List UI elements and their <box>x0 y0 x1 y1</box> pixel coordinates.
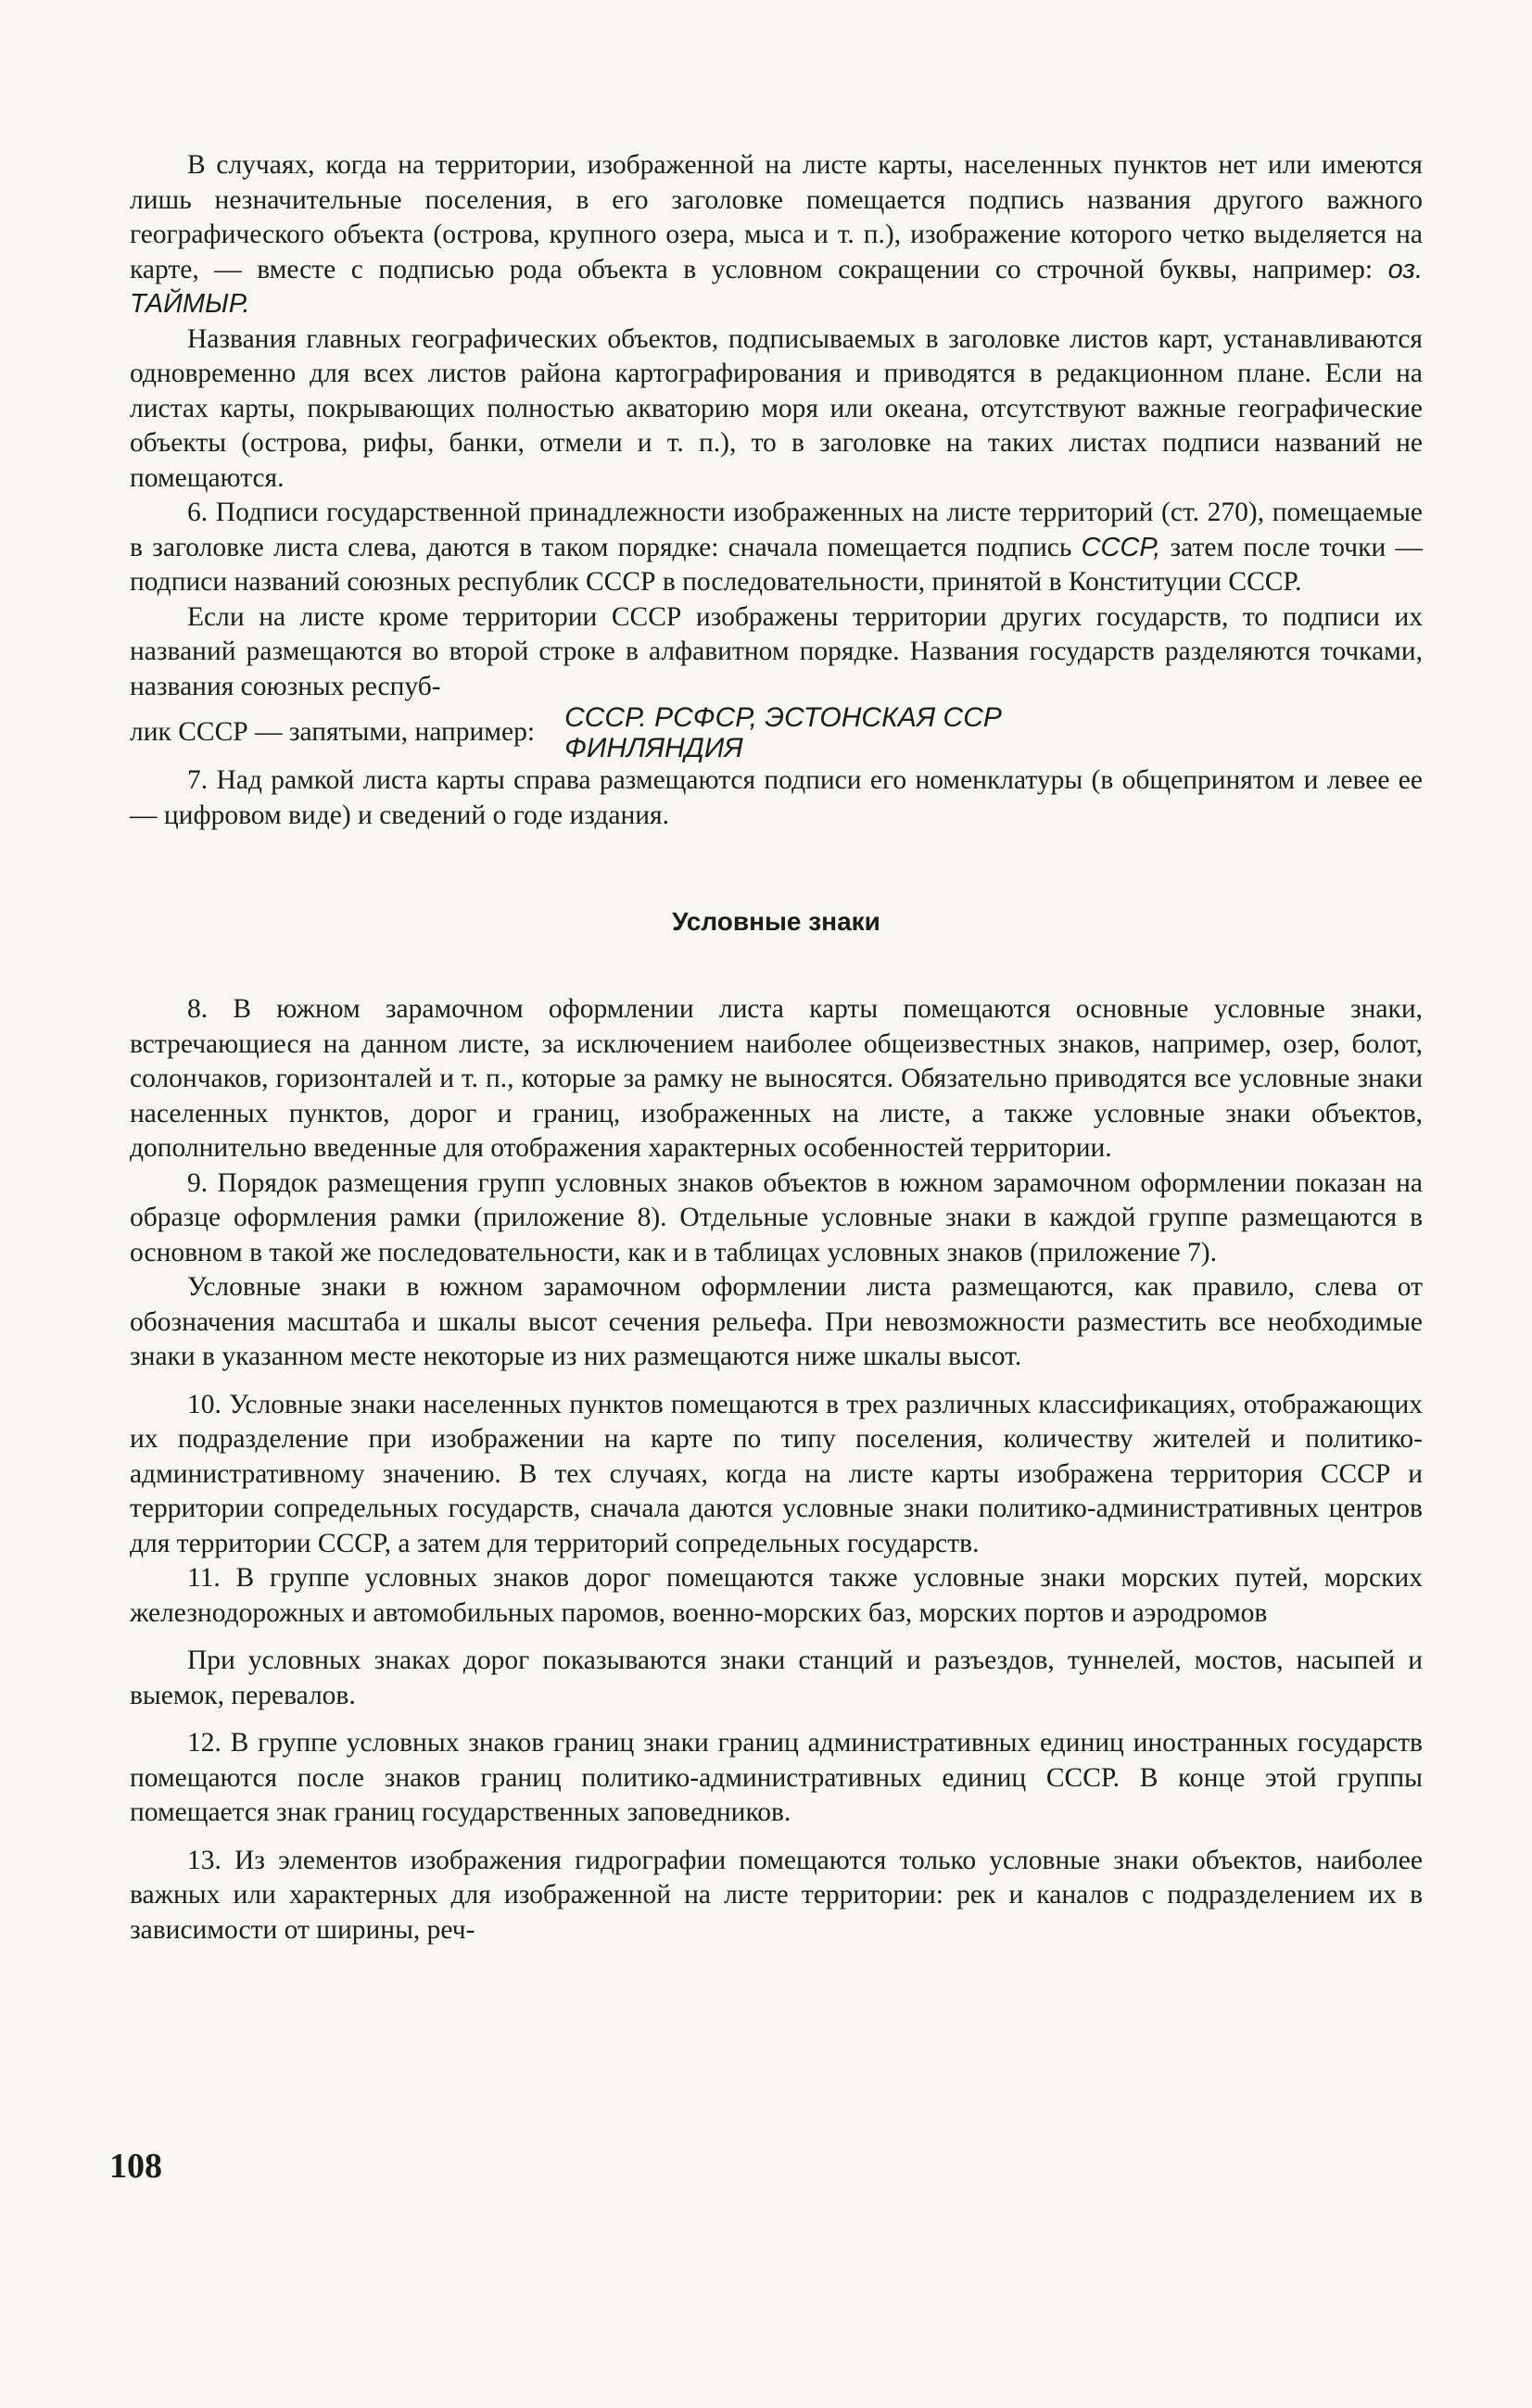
example-line-2: ФИНЛЯНДИЯ <box>564 733 743 763</box>
states-caption-example <box>130 702 1423 763</box>
paragraph-item-9: 9. Порядок размещения групп условных знаков объектов в южном зарамочном оформлении показан на образце оформления рамки (приложение 8). Отдельные условные знаки в каждой группе размещаются в основном в такой же последовательности, как и в таблицах условных знаков (приложение 7). <box>130 1167 1423 1267</box>
example-caption-stack <box>564 702 1002 763</box>
paragraph-text: В случаях, когда на территории, изображенной на листе карты, населенных пунктов нет или имеются лишь незначительные поселения, в его заголовке помещается подпись названия другого важного географического объекта (острова, крупного озера, мыса и т. п.), изображение которого четко выделяется на карте, — вместе с подписью рода объекта в условном сокращении со строчной буквы, например: <box>130 150 1423 284</box>
example-lead-text: лик СССР — запятыми, например: <box>130 717 536 748</box>
example-line-1: СССР. РСФСР, ЭСТОНСКАЯ ССР <box>564 702 1002 733</box>
paragraph-item-13: 13. Из элементов изображения гидрографии помещаются только условные знаки объектов, наиболее важных или характерных для изображенной на листе территории: рек и каналов с подразделением их в зависимости от ширины, реч- <box>130 1845 1423 1945</box>
paragraph-other-states: Если на листе кроме территории СССР изображены территории других государств, то подписи их названий размещаются во второй строке в алфавитном порядке. Названия государств разделяются точками, названия союзных респуб- <box>130 601 1423 701</box>
ussr-caption-example: СССР, <box>1081 532 1161 562</box>
page-body <box>130 148 1423 1948</box>
section-heading: Условные знаки <box>672 907 880 936</box>
paragraph-text: затем после точки — подписи названий союзных республик СССР в последовательности, принятой в Конституции СССР. <box>130 532 1423 597</box>
example-lake-name: оз. ТАЙМЫР. <box>130 254 1423 319</box>
paragraph-text: 6. Подписи государственной принадлежности изображенных на листе территорий (ст. 270), помещаемые в заголовке листа слева, даются в таком порядке: сначала помещается подпись <box>130 498 1423 562</box>
page-number: 108 <box>109 2147 162 2186</box>
paragraph-item-8: 8. В южном зарамочном оформлении листа карты помещаются основные условные знаки, встречающиеся на данном листе, за исключением наиболее общеизвестных знаков, например, озер, болот, солончаков, горизонталей и т. п., которые за рамку не выносятся. Обязательно приводятся все условные знаки населенных пунктов, дорог и границ, изображенных на листе, а также условные знаки объектов, дополнительно введенные для отображения характерных особенностей территории. <box>130 994 1423 1163</box>
paragraph-placement: Условные знаки в южном зарамочном оформлении листа размещаются, как правило, слева от обозначения масштаба и шкалы высот сечения рельефа. При невозможности разместить все необходимые знаки в указанном месте некоторые из них размещаются ниже шкалы высот. <box>130 1272 1423 1371</box>
paragraph-item-6 <box>130 496 1423 600</box>
paragraph-main-object-caption <box>130 148 1423 322</box>
paragraph-item-12: 12. В группе условных знаков границ знаки границ административных единиц иностранных государств помещаются после знаков границ политико-административных единиц СССР. В конце этой группы помещается знак границ государственных заповедников. <box>130 1728 1423 1827</box>
paragraph-item-10: 10. Условные знаки населенных пунктов помещаются в трех различных классификациях, отображающих их подразделение при изображении на карте по типу поселения, количеству жителей и политико-административному значению. В тех случаях, когда на листе карты изображена территория СССР и территории сопредельных государств, сначала даются условные знаки политико-административных центров для территории СССР, а затем для территорий сопредельных государств. <box>130 1389 1423 1558</box>
paragraph-item-7: 7. Над рамкой листа карты справа размещаются подписи его номенклатуры (в общепринятом и левее ее — цифровом виде) и сведений о годе издания. <box>130 765 1423 830</box>
paragraph-roads: При условных знаках дорог показываются знаки станций и разъездов, туннелей, мостов, насыпей и выемок, перевалов. <box>130 1645 1423 1710</box>
paragraph-item-11: 11. В группе условных знаков дорог помещаются также условные знаки морских путей, морских железнодорожных и автомобильных паромов, военно-морских баз, морских портов и аэродромов <box>130 1563 1423 1628</box>
paragraph-main-object-names: Названия главных географических объектов, подписываемых в заголовке листов карт, устанавливаются одновременно для всех листов района картографирования и приводятся в редакционном плане. Если на листах карты, покрывающих полностью акваторию моря или океана, отсутствуют важные географические объекты (острова, рифы, банки, отмели и т. п.), то в заголовке на таких листах подписи названий не помещаются. <box>130 323 1423 493</box>
